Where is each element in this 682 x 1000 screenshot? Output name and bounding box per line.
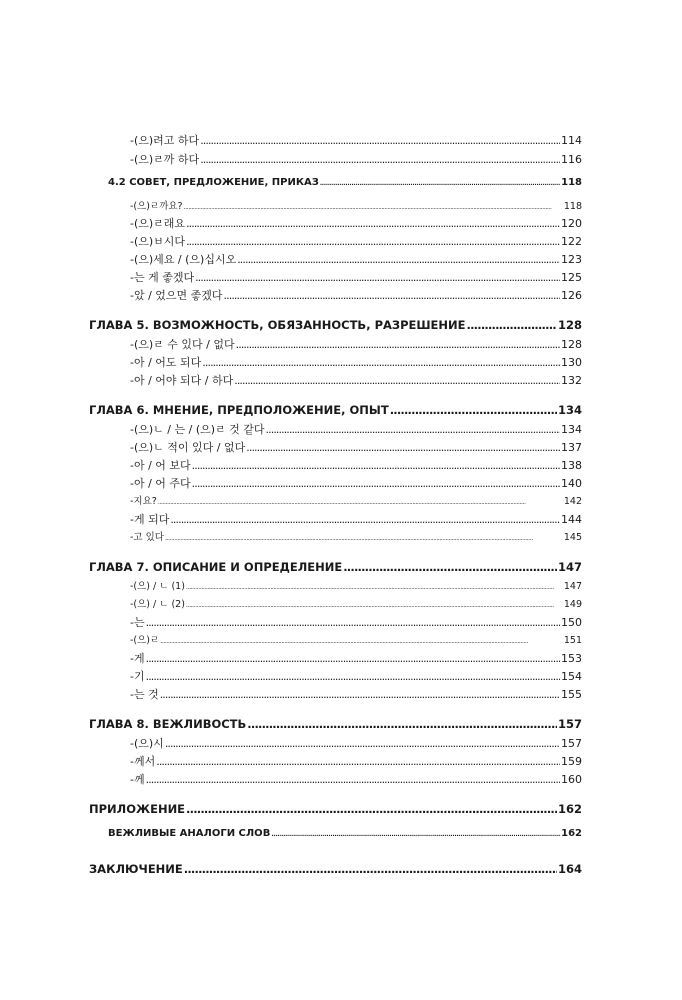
dot-leader bbox=[186, 802, 557, 816]
toc-entry-title: -(으)세요 / (으)십시오 bbox=[130, 253, 237, 266]
toc-item bbox=[130, 735, 582, 751]
toc-entry-title: -(으)ㄹ bbox=[130, 635, 160, 646]
dot-leader bbox=[202, 356, 560, 369]
dot-leader bbox=[236, 338, 560, 351]
toc-item bbox=[130, 215, 582, 231]
toc-item bbox=[130, 511, 582, 527]
dot-leader bbox=[186, 217, 560, 230]
toc-entry-title: -(으)ㄹ 수 있다 / 없다 bbox=[130, 338, 235, 351]
dot-leader bbox=[234, 374, 560, 387]
toc-item bbox=[130, 632, 582, 646]
toc-page-number: 162 bbox=[557, 802, 582, 816]
toc-entry-title: -(으)ㄴ 적이 있다 / 없다 bbox=[130, 441, 246, 454]
dot-leader bbox=[186, 583, 563, 591]
toc-page-number: 157 bbox=[561, 737, 582, 750]
toc-entry-title: -고 있다 bbox=[130, 532, 164, 543]
dot-leader bbox=[146, 670, 560, 683]
toc-item bbox=[130, 233, 582, 249]
dot-leader bbox=[158, 498, 563, 506]
toc-page-number: 164 bbox=[557, 862, 582, 876]
toc-page-number: 120 bbox=[561, 217, 582, 230]
toc-section bbox=[108, 828, 582, 839]
toc-item bbox=[130, 269, 582, 285]
dot-leader bbox=[224, 289, 560, 302]
toc-item bbox=[130, 287, 582, 303]
toc-chapter bbox=[89, 802, 582, 816]
toc-entry-title: -기 bbox=[130, 670, 145, 683]
dot-leader bbox=[184, 862, 557, 876]
toc-item bbox=[130, 753, 582, 769]
toc-page-number: 153 bbox=[561, 652, 582, 665]
toc-entry-title: 4.2 СОВЕТ, ПРЕДЛОЖЕНИЕ, ПРИКАЗ bbox=[108, 177, 319, 188]
toc-item bbox=[130, 529, 582, 543]
toc-item bbox=[130, 578, 582, 592]
toc-page-number: 145 bbox=[563, 532, 582, 543]
toc-item bbox=[130, 475, 582, 491]
dot-leader bbox=[266, 423, 560, 436]
toc-page-number: 114 bbox=[561, 134, 582, 147]
toc-entry-title: -아 / 어야 되다 / 하다 bbox=[130, 374, 234, 387]
dot-leader bbox=[186, 235, 560, 248]
toc-entry-title: -아 / 어도 되다 bbox=[130, 356, 202, 369]
toc-page-number: 116 bbox=[561, 153, 582, 166]
toc-item bbox=[130, 372, 582, 388]
toc-page-number: 128 bbox=[557, 318, 582, 332]
toc-item bbox=[130, 151, 582, 167]
toc-entry-title: -(으) / ㄴ (1) bbox=[130, 581, 185, 592]
toc-page-number: 128 bbox=[561, 338, 582, 351]
dot-leader bbox=[165, 737, 560, 750]
toc-page-number: 142 bbox=[563, 496, 582, 507]
toc-entry-title: -(으)ㄴ / 는 / (으)ㄹ 것 같다 bbox=[130, 423, 265, 436]
toc-entry-title: -(으) / ㄴ (2) bbox=[130, 599, 185, 610]
toc-entry-title: -아 / 어 주다 bbox=[130, 477, 191, 490]
toc-page-number: 155 bbox=[561, 688, 582, 701]
toc-chapter bbox=[89, 560, 582, 574]
toc-page-number: 159 bbox=[561, 755, 582, 768]
toc-entry-title: -(으)려고 하다 bbox=[130, 134, 200, 147]
toc-page-number: 118 bbox=[561, 177, 582, 188]
toc-page-number: 122 bbox=[561, 235, 582, 248]
toc-item bbox=[130, 132, 582, 148]
toc-chapter bbox=[89, 862, 582, 876]
toc-page-number: 160 bbox=[561, 773, 582, 786]
dot-leader bbox=[146, 773, 560, 786]
toc-entry-title: -게 bbox=[130, 652, 145, 665]
toc-page-number: 126 bbox=[561, 289, 582, 302]
toc-page-number: 151 bbox=[563, 635, 582, 646]
dot-leader bbox=[160, 637, 563, 645]
toc-item bbox=[130, 421, 582, 437]
toc-entry-title: -지요? bbox=[130, 496, 157, 507]
toc-entry-title: ГЛАВА 6. МНЕНИЕ, ПРЕДПОЛОЖЕНИЕ, ОПЫТ bbox=[89, 403, 389, 417]
toc-entry-title: ВЕЖЛИВЫЕ АНАЛОГИ СЛОВ bbox=[108, 828, 271, 839]
toc-page-number: 130 bbox=[561, 356, 582, 369]
toc-page-number: 147 bbox=[563, 581, 582, 592]
toc-entry-title: ЗАКЛЮЧЕНИЕ bbox=[89, 862, 183, 876]
dot-leader bbox=[192, 459, 560, 472]
toc-page-number: 118 bbox=[563, 201, 582, 212]
dot-leader bbox=[343, 560, 557, 574]
toc-item bbox=[130, 439, 582, 455]
dot-leader bbox=[146, 616, 560, 629]
toc-item bbox=[130, 686, 582, 702]
dot-leader bbox=[170, 513, 560, 526]
toc-chapter bbox=[89, 318, 582, 332]
toc-entry-title: ГЛАВА 5. ВОЗМОЖНОСТЬ, ОБЯЗАННОСТЬ, РАЗРЕШЕНИЕ bbox=[89, 318, 466, 332]
toc-page-number: 137 bbox=[561, 441, 582, 454]
toc-entry-title: -았 / 었으면 좋겠다 bbox=[130, 289, 223, 302]
toc-item bbox=[130, 354, 582, 370]
toc-entry-title: -(으)ㄹ래요 bbox=[130, 217, 186, 230]
toc-item bbox=[130, 457, 582, 473]
toc-entry-title: -아 / 어 보다 bbox=[130, 459, 191, 472]
dot-leader bbox=[200, 153, 560, 166]
toc-entry-title: -는 게 좋겠다 bbox=[130, 271, 195, 284]
toc-item bbox=[130, 198, 582, 212]
dot-leader bbox=[237, 253, 560, 266]
toc-entry-title: -게 되다 bbox=[130, 513, 170, 526]
toc-page-number: 144 bbox=[561, 513, 582, 526]
dot-leader bbox=[186, 601, 563, 609]
toc-page-number: 154 bbox=[561, 670, 582, 683]
dot-leader bbox=[247, 717, 557, 731]
dot-leader bbox=[160, 688, 560, 701]
dot-leader bbox=[271, 831, 560, 838]
toc-item bbox=[130, 614, 582, 630]
toc-page-number: 132 bbox=[561, 374, 582, 387]
toc-entry-title: -(으)시 bbox=[130, 737, 164, 750]
dot-leader bbox=[320, 180, 560, 187]
toc-item bbox=[130, 650, 582, 666]
toc-item bbox=[130, 771, 582, 787]
dot-leader bbox=[184, 203, 563, 211]
toc-item bbox=[130, 336, 582, 352]
dot-leader bbox=[165, 534, 563, 542]
toc-entry-title: -께 bbox=[130, 773, 145, 786]
dot-leader bbox=[192, 477, 560, 490]
toc-page-number: 147 bbox=[557, 560, 582, 574]
toc-entry-title: -(으)ㅂ시다 bbox=[130, 235, 186, 248]
toc-page-number: 138 bbox=[561, 459, 582, 472]
toc-entry-title: -께서 bbox=[130, 755, 156, 768]
toc-item bbox=[130, 251, 582, 267]
dot-leader bbox=[195, 271, 560, 284]
dot-leader bbox=[156, 755, 560, 768]
dot-leader bbox=[467, 318, 557, 332]
toc-entry-title: ГЛАВА 8. ВЕЖЛИВОСТЬ bbox=[89, 717, 247, 731]
toc-chapter bbox=[89, 717, 582, 731]
toc-page-number: 150 bbox=[561, 616, 582, 629]
toc-item bbox=[130, 596, 582, 610]
dot-leader bbox=[200, 134, 560, 147]
toc-entry-title: -(으)ㄹ까 하다 bbox=[130, 153, 200, 166]
toc-page-number: 149 bbox=[563, 599, 582, 610]
dot-leader bbox=[146, 652, 560, 665]
toc-entry-title: ГЛАВА 7. ОПИСАНИЕ И ОПРЕДЕЛЕНИЕ bbox=[89, 560, 343, 574]
toc-entry-title: -(으)ㄹ까요? bbox=[130, 201, 183, 212]
toc-page-number: 134 bbox=[561, 423, 582, 436]
toc-item bbox=[130, 493, 582, 507]
toc-page-number: 134 bbox=[557, 403, 582, 417]
toc-page-number: 157 bbox=[557, 717, 582, 731]
toc-item bbox=[130, 668, 582, 684]
toc-entry-title: -는 bbox=[130, 616, 145, 629]
toc-entry-title: ПРИЛОЖЕНИЕ bbox=[89, 802, 186, 816]
toc-page-number: 125 bbox=[561, 271, 582, 284]
toc-entry-title: -는 것 bbox=[130, 688, 159, 701]
dot-leader bbox=[246, 441, 560, 454]
toc-page-number: 162 bbox=[561, 828, 582, 839]
toc-page-number: 123 bbox=[561, 253, 582, 266]
toc-page-number: 140 bbox=[561, 477, 582, 490]
toc-chapter bbox=[89, 403, 582, 417]
toc-section bbox=[108, 177, 582, 188]
dot-leader bbox=[390, 403, 557, 417]
